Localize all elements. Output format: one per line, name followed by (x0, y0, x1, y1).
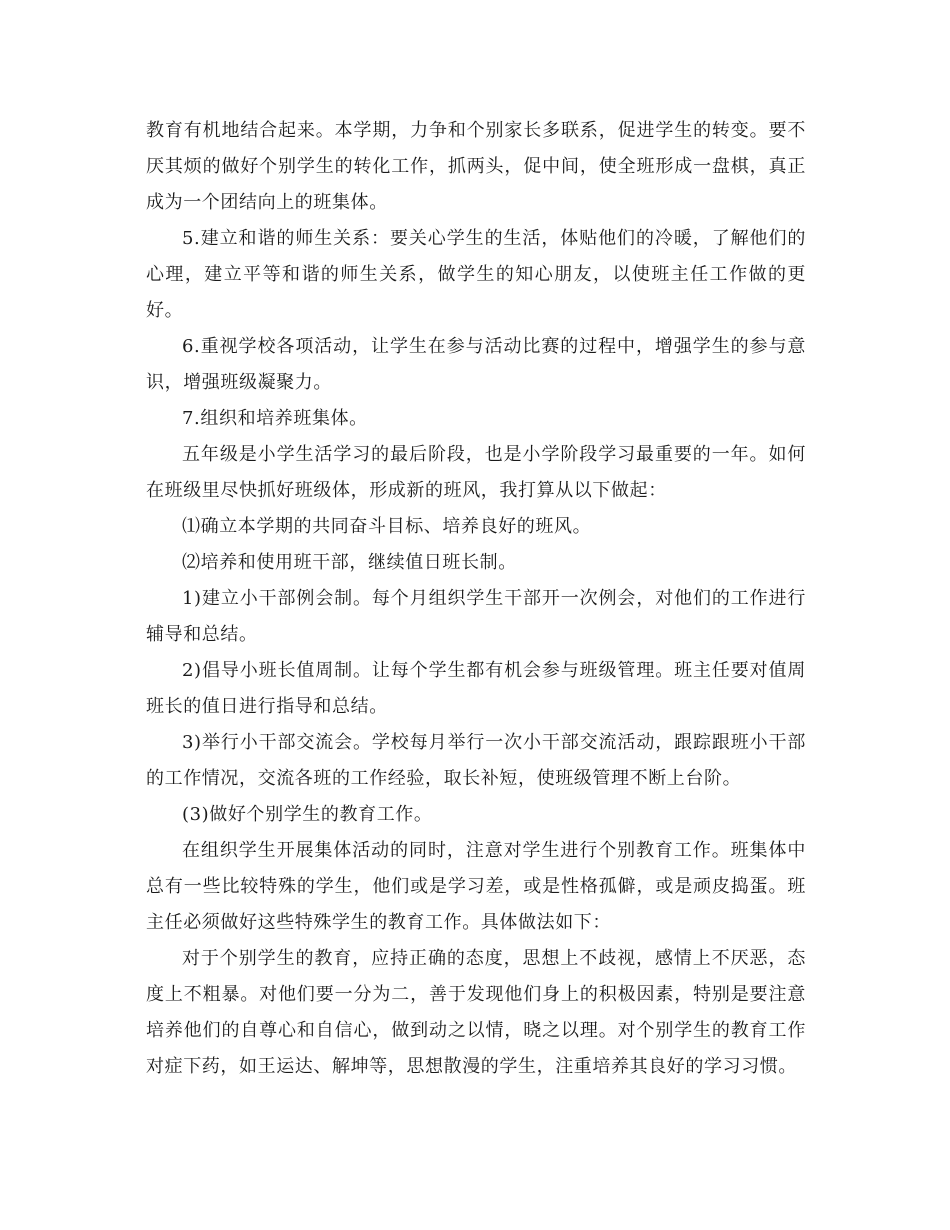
paragraph: ⑴确立本学期的共同奋斗目标、培养良好的班风。 (182, 516, 592, 537)
paragraph: 3)举行小干部交流会。学校每月举行一次小干部交流活动，跟踪跟班小干部的工作情况，交流各班的工作经验，取长补短，使班级管理不断上台阶。 (146, 732, 806, 789)
paragraph: (3)做好个别学生的教育工作。 (182, 804, 433, 825)
paragraph: 6.重视学校各项活动，让学生在参与活动比赛的过程中，增强学生的参与意识，增强班级凝聚力。 (146, 336, 806, 393)
paragraph: 2)倡导小班长值周制。让每个学生都有机会参与班级管理。班主任要对值周班长的值日进行指导和总结。 (146, 660, 806, 717)
paragraph: 7.组织和培养班集体。 (182, 408, 368, 429)
paragraph: 教育有机地结合起来。本学期，力争和个别家长多联系，促进学生的转变。要不厌其烦的做好个别学生的转化工作，抓两头，促中间，使全班形成一盘棋，真正成为一个团结向上的班集体。 (146, 120, 806, 213)
paragraph: 1)建立小干部例会制。每个月组织学生干部开一次例会，对他们的工作进行辅导和总结。 (146, 588, 806, 645)
document-body (146, 113, 806, 1085)
paragraph: 5.建立和谐的师生关系：要关心学生的生活，体贴他们的冷暖，了解他们的心理，建立平等和谐的师生关系，做学生的知心朋友，以使班主任工作做的更好。 (146, 228, 806, 321)
paragraph: ⑵培养和使用班干部，继续值日班长制。 (182, 552, 517, 573)
paragraph: 五年级是小学生活学习的最后阶段，也是小学阶段学习最重要的一年。如何在班级里尽快抓好班级体，形成新的班风，我打算从以下做起： (146, 444, 806, 501)
paragraph: 对于个别学生的教育，应持正确的态度，思想上不歧视，感情上不厌恶，态度上不粗暴。对他们要一分为二，善于发现他们身上的积极因素，特别是要注意培养他们的自尊心和自信心，做到动之以情，晓之以理。对个别学生的教育工作对症下药，如王运达、解坤等，思想散漫的学生，注重培养其良好的学习习惯。 (146, 948, 806, 1077)
paragraph: 在组织学生开展集体活动的同时，注意对学生进行个别教育工作。班集体中总有一些比较特殊的学生，他们或是学习差，或是性格孤僻，或是顽皮捣蛋。班主任必须做好这些特殊学生的教育工作。具体做法如下： (146, 840, 806, 933)
